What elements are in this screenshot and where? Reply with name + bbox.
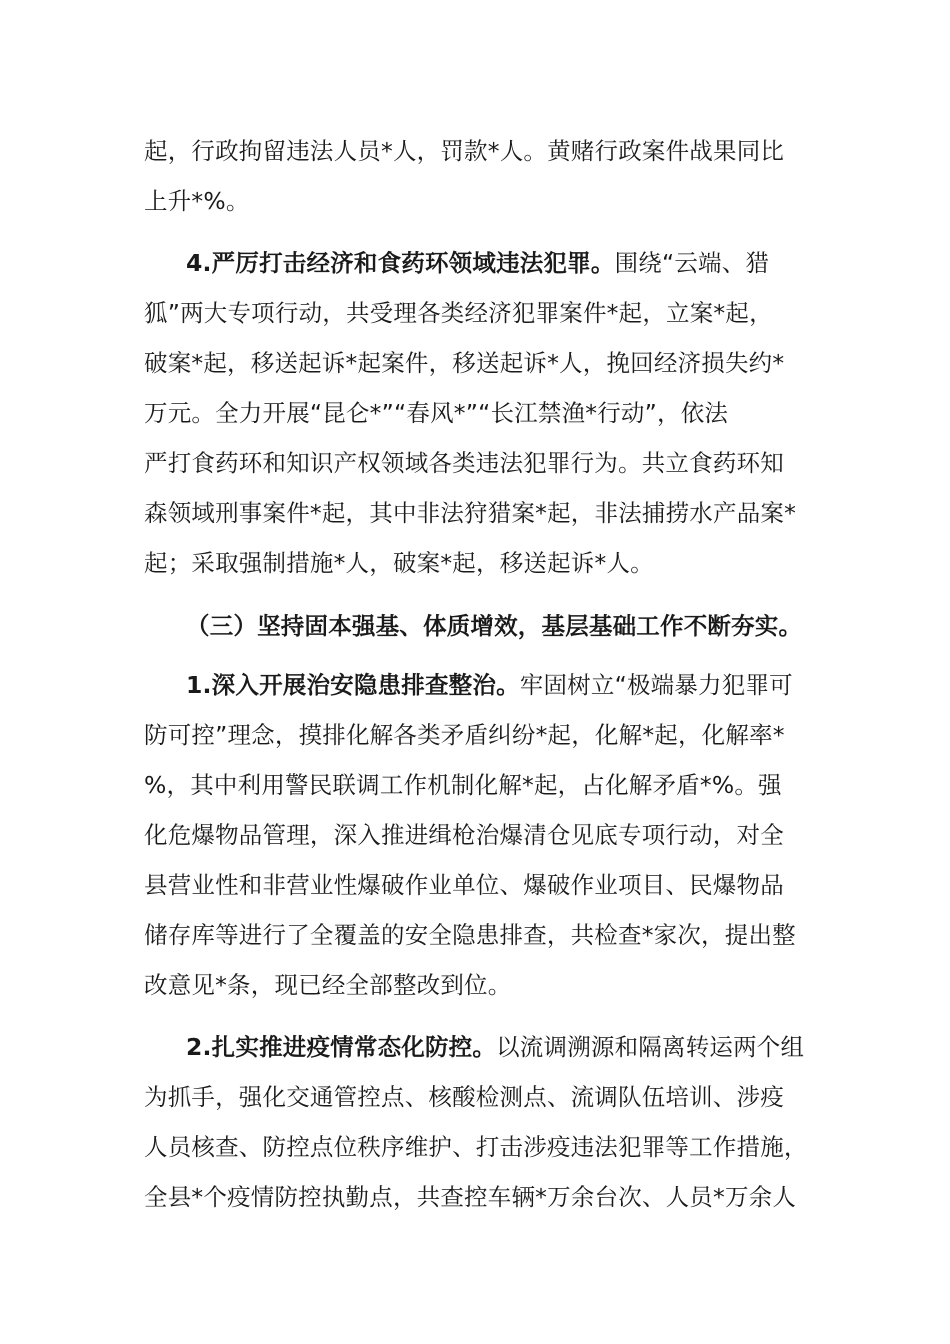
text-run: %，其中利用警民联调工作机制化解*起，占化解矛盾*%。强 [144,771,782,799]
text-run: 为抓手，强化交通管控点、核酸检测点、流调队伍培训、涉疫 [144,1083,784,1111]
text-run: 化危爆物品管理，深入推进缉枪治爆清仓见底专项行动，对全 [144,821,784,849]
paragraph-heading: 1.深入开展治安隐患排查整治。 [186,671,520,699]
text-run: 人员核查、防控点位秩序维护、打击涉疫违法犯罪等工作措施， [144,1133,808,1161]
section-heading-text: （三）坚持固本强基、体质增效，基层基础工作不断夯实。 [186,612,803,640]
text-line [144,718,824,752]
text-line [144,918,824,952]
text-run: 上升*%。 [144,187,250,215]
text-line [144,446,824,480]
text-run: 储存库等进行了全覆盖的安全隐患排查，共检查*家次，提出整 [144,921,796,949]
text-run: 起，行政拘留违法人员*人，罚款*人。黄赌行政案件战果同比 [144,137,785,165]
paragraph-heading-line [186,1030,866,1064]
text-run: 狐”两大专项行动，共受理各类经济犯罪案件*起，立案*起， [144,299,773,327]
text-line [144,296,824,330]
text-line [144,1080,824,1114]
text-run: 围绕“云端、猎 [614,249,770,277]
text-run: 防可控”理念，摸排化解各类矛盾纠纷*起，化解*起，化解率* [144,721,785,749]
text-run: 起；采取强制措施*人，破案*起，移送起诉*人。 [144,549,654,577]
text-run: 牢固树立“极端暴力犯罪可 [519,671,793,699]
paragraph-heading: 4.严厉打击经济和食药环领域违法犯罪。 [186,249,615,277]
text-line [144,768,824,802]
text-run: 县营业性和非营业性爆破作业单位、爆破作业项目、民爆物品 [144,871,784,899]
text-line [144,184,824,218]
text-line [144,546,824,580]
text-line [144,1180,824,1214]
paragraph-heading-line [186,668,866,702]
paragraph-heading-line [186,246,866,280]
text-run: 改意见*条，现已经全部整改到位。 [144,971,512,999]
section-heading [186,609,866,643]
text-run: 万元。全力开展“昆仑*”“春风*”“长江禁渔*行动”，依法 [144,399,729,427]
text-line [144,134,824,168]
paragraph-heading: 2.扎实推进疫情常态化防控。 [186,1033,497,1061]
text-line [144,1130,824,1164]
text-run: 以流调溯源和隔离转运两个组 [496,1033,805,1061]
text-run: 森领域刑事案件*起，其中非法狩猎案*起，非法捕捞水产品案* [144,499,797,527]
text-run: 全县*个疫情防控执勤点，共查控车辆*万余台次、人员*万余人 [144,1183,797,1211]
text-line [144,818,824,852]
text-line [144,346,824,380]
text-line [144,496,824,530]
text-line [144,396,824,430]
text-run: 破案*起，移送起诉*起案件，移送起诉*人，挽回经济损失约* [144,349,785,377]
text-line [144,868,824,902]
text-line [144,968,824,1002]
text-run: 严打食药环和知识产权领域各类违法犯罪行为。共立食药环知 [144,449,784,477]
